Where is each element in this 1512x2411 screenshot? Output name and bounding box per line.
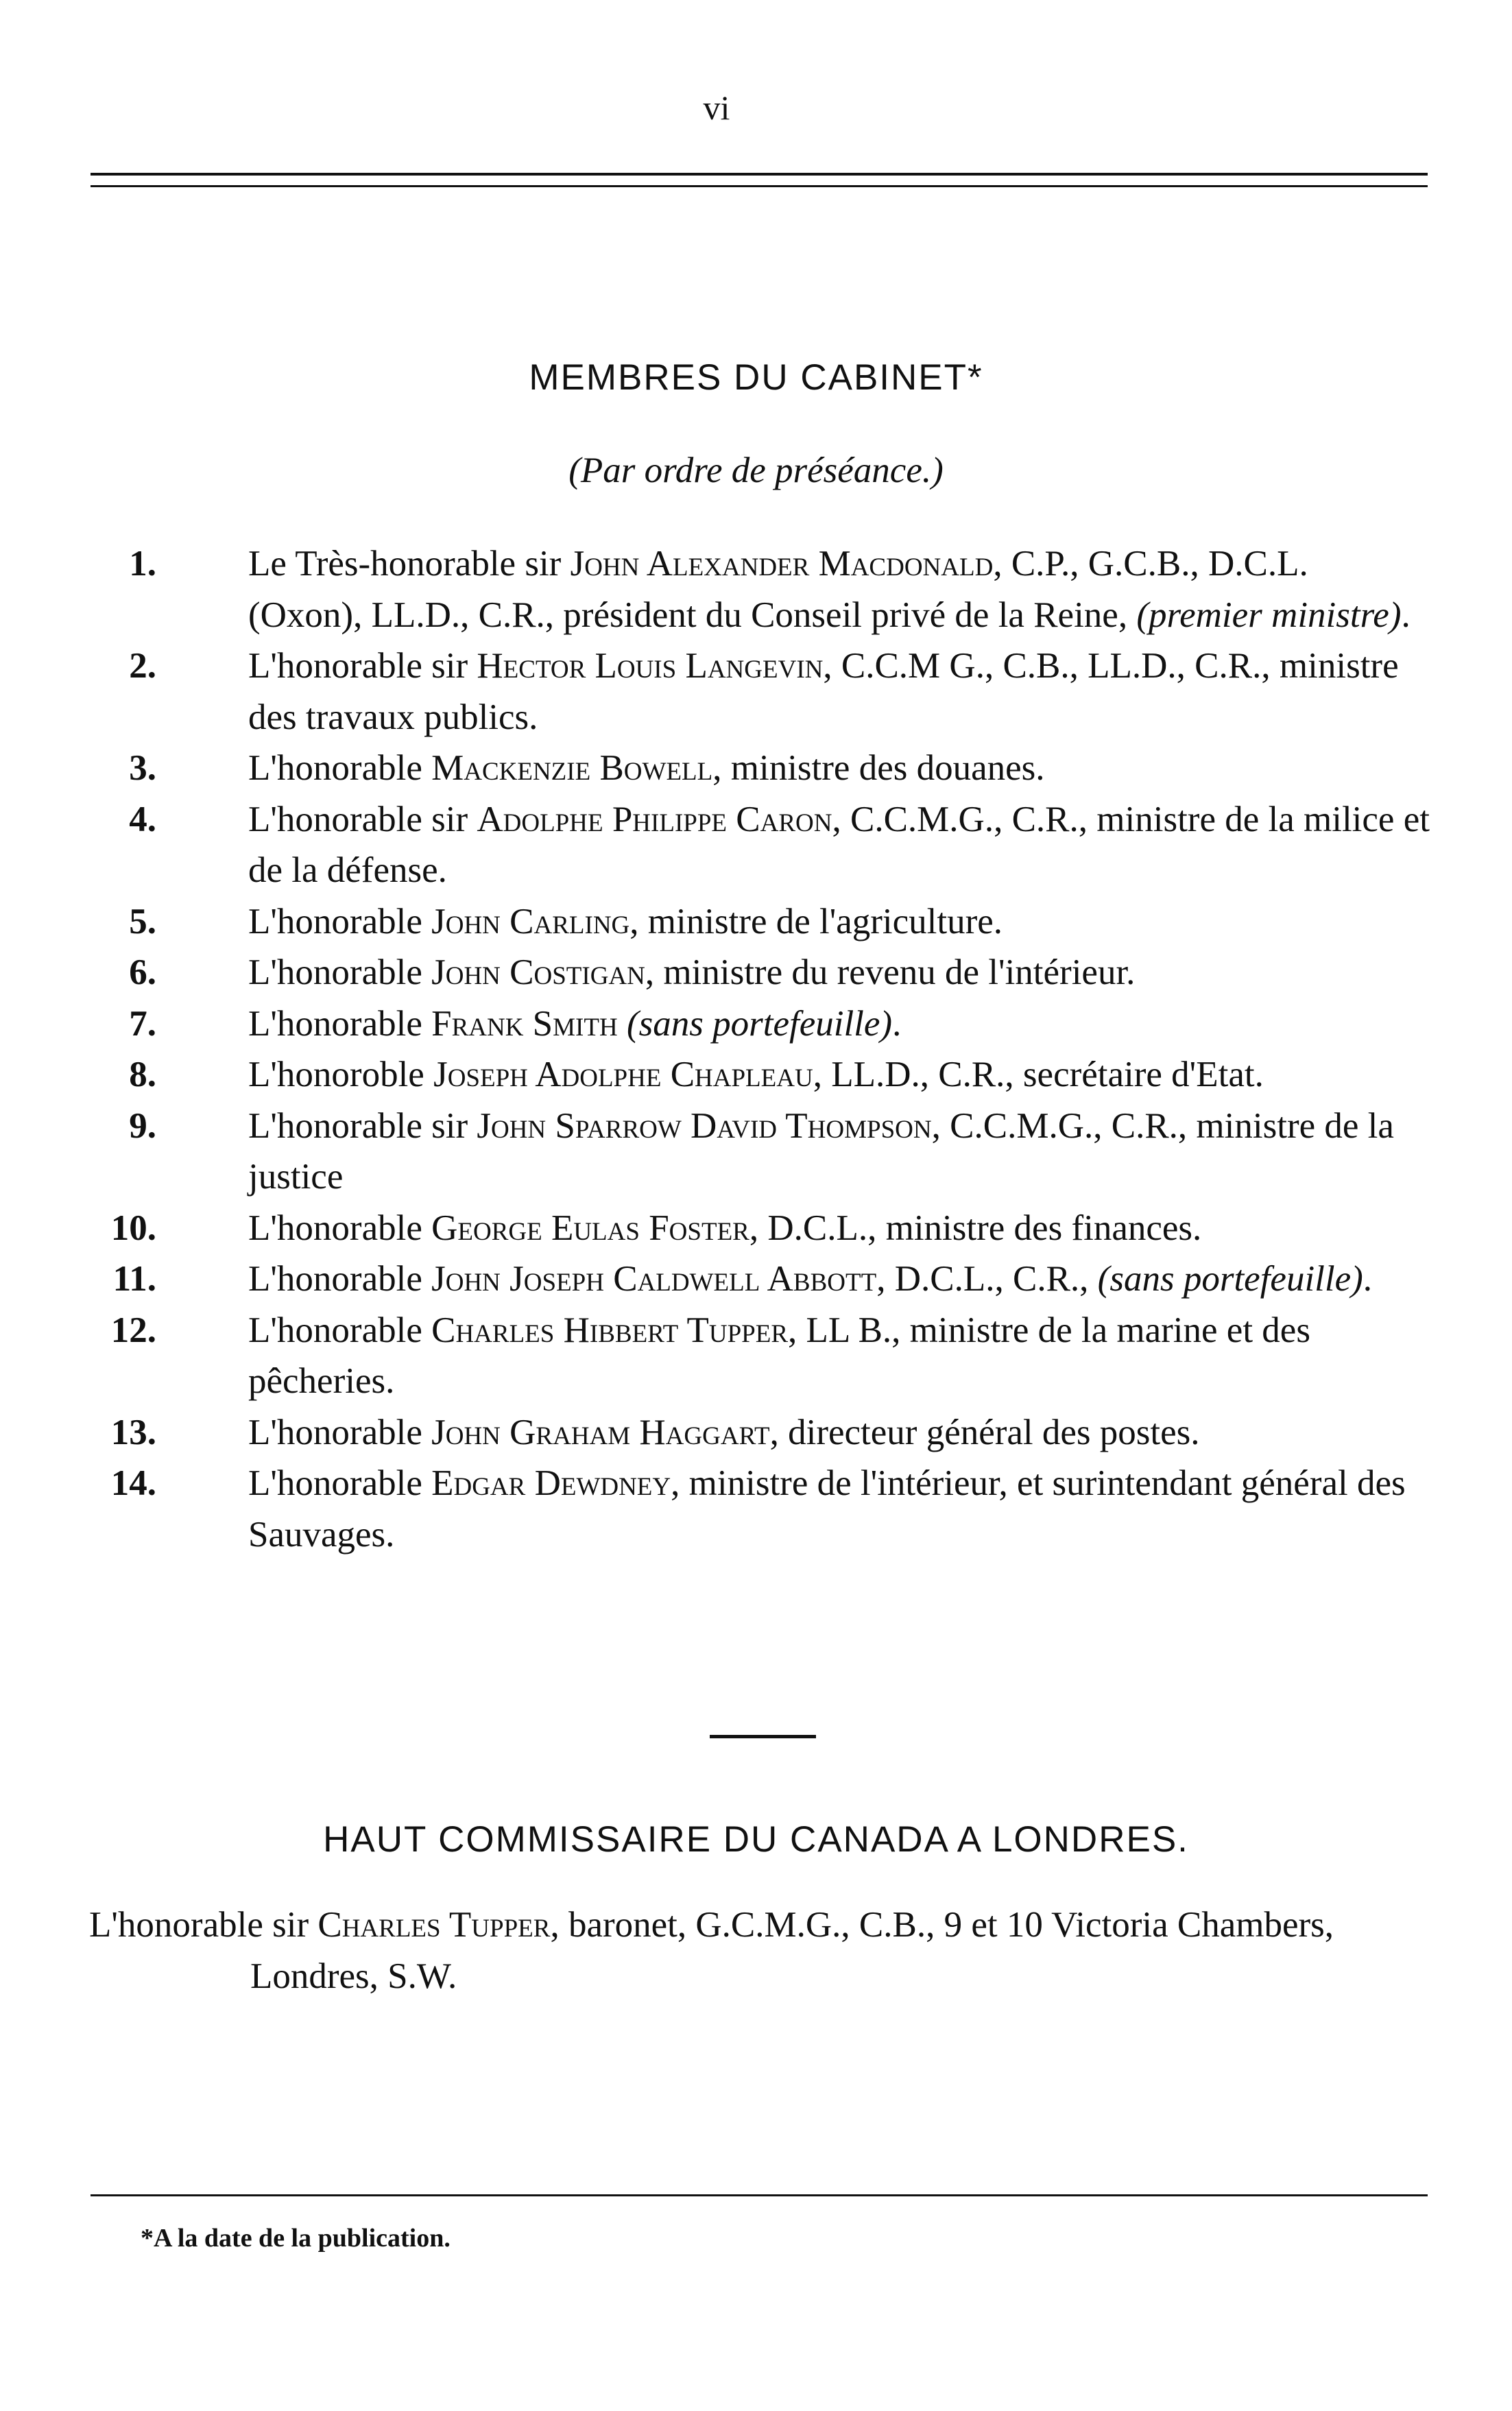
member-name: Edgar Dewdney (431, 1463, 671, 1503)
cabinet-member (69, 998, 1430, 1050)
member-prefix: L'honorable (248, 952, 432, 992)
member-name: Frank Smith (431, 1003, 618, 1044)
member-details: , D.C.L., ministre des finances. (749, 1208, 1202, 1248)
member-note: (sans portefeuille) (1097, 1259, 1363, 1299)
cabinet-member (69, 896, 1430, 948)
member-number: 1. (129, 544, 156, 584)
member-name: John Graham Haggart (431, 1412, 770, 1452)
cabinet-member (69, 743, 1430, 794)
member-prefix: L'honorable (248, 1259, 432, 1299)
member-name: Charles Hibbert Tupper (431, 1310, 789, 1350)
member-note: (sans portefeuille) (626, 1003, 893, 1044)
person-name: Charles Tupper (317, 1905, 551, 1945)
member-name: John Joseph Caldwell Abbott (431, 1259, 877, 1299)
member-prefix: L'honoroble (248, 1055, 434, 1094)
member-number: 8. (129, 1055, 156, 1094)
member-details: , C.C.M.G., C.R., ministre de la milice et de la défense. (248, 799, 1430, 890)
member-number: 2. (129, 646, 156, 686)
cabinet-member (69, 1203, 1430, 1254)
member-number: 6. (129, 952, 156, 992)
cabinet-member (69, 1305, 1430, 1407)
page-number: vi (703, 88, 730, 127)
member-number: 3. (129, 748, 156, 788)
cabinet-member (69, 1458, 1430, 1560)
cabinet-subtitle: (Par ordre de préséance.) (568, 451, 944, 490)
member-prefix: L'honorable (248, 748, 432, 788)
member-prefix: L'honorable sir (248, 1105, 477, 1146)
member-note: (premier ministre) (1136, 595, 1402, 635)
cabinet-title: MEMBRES DU CABINET* (529, 357, 983, 398)
member-details (618, 1004, 627, 1044)
cabinet-member (69, 1407, 1430, 1459)
member-details: , ministre du revenu de l'intérieur. (645, 952, 1136, 992)
member-name: George Eulas Foster (431, 1208, 749, 1248)
entry-prefix: L'honorable sir (89, 1905, 318, 1945)
member-details: , ministre de l'intérieur, et surintendant général des Sauvages. (248, 1463, 1406, 1555)
header-double-rule (91, 173, 1428, 187)
cabinet-member (69, 1049, 1430, 1101)
footnote-rule (91, 2194, 1428, 2196)
member-details: , C.C.M.G., C.R., ministre de la justice (248, 1105, 1394, 1197)
member-name: John Costigan (431, 952, 645, 992)
member-prefix: L'honorable (248, 901, 432, 941)
member-number: 12. (110, 1310, 156, 1350)
high-commissioner-title: HAUT COMMISSAIRE DU CANADA A LONDRES. (323, 1819, 1189, 1860)
cabinet-member (69, 794, 1430, 896)
member-details: , C.P., G.C.B., D.C.L. (Oxon), LL.D., C.R., président du Conseil privé de la Reine, (248, 544, 1308, 635)
member-details: , LL B., ministre de la marine et des pêcheries. (248, 1310, 1310, 1401)
member-name: John Sparrow David Thompson (477, 1105, 932, 1146)
member-end: . (1363, 1259, 1373, 1299)
cabinet-member (69, 1101, 1430, 1203)
member-number: 5. (129, 901, 156, 941)
cabinet-member-list (69, 538, 1430, 1560)
cabinet-member (69, 947, 1430, 998)
member-prefix: L'honorable (248, 1003, 432, 1044)
cabinet-member (69, 640, 1430, 743)
entry-details: , baronet, G.C.M.G., C.B., 9 et 10 Victoria Chambers, Londres, S.W. (250, 1905, 1334, 1996)
member-end: . (1401, 595, 1411, 635)
member-number: 13. (110, 1412, 156, 1452)
member-prefix: L'honorable sir (248, 799, 477, 839)
member-details: , D.C.L., C.R., (876, 1259, 1098, 1299)
member-details: , ministre des douanes. (712, 748, 1045, 788)
member-prefix: Le Très-honorable sir (248, 544, 571, 584)
member-name: Mackenzie Bowell (431, 748, 713, 788)
member-prefix: L'honorable (248, 1208, 432, 1248)
member-prefix: L'honorable (248, 1463, 432, 1503)
cabinet-member (69, 1254, 1430, 1305)
member-name: Adolphe Philippe Caron (477, 799, 832, 839)
member-end: . (892, 1003, 902, 1044)
footnote: *A la date de la publication. (141, 2224, 451, 2253)
member-number: 10. (110, 1208, 156, 1248)
member-details: , ministre de l'agriculture. (629, 901, 1003, 941)
member-number: 11. (112, 1259, 156, 1299)
member-name: John Carling (431, 901, 630, 941)
member-details: , directeur général des postes. (769, 1412, 1200, 1452)
member-name: Hector Louis Langevin (477, 646, 824, 686)
member-number: 9. (129, 1105, 156, 1146)
high-commissioner-entry (89, 1899, 1430, 2002)
member-prefix: L'honorable (248, 1310, 432, 1350)
member-number: 14. (110, 1463, 156, 1503)
member-number: 4. (129, 799, 156, 839)
member-details: , C.C.M G., C.B., LL.D., C.R., ministre des travaux publics. (248, 646, 1399, 737)
member-number: 7. (129, 1003, 156, 1044)
section-divider (710, 1735, 816, 1738)
member-name: Joseph Adolphe Chapleau (433, 1055, 813, 1094)
member-prefix: L'honorable sir (248, 646, 477, 686)
member-name: John Alexander Macdonald (570, 544, 994, 584)
member-prefix: L'honorable (248, 1412, 432, 1452)
member-details: , LL.D., C.R., secrétaire d'Etat. (813, 1055, 1264, 1094)
cabinet-member (69, 538, 1430, 640)
